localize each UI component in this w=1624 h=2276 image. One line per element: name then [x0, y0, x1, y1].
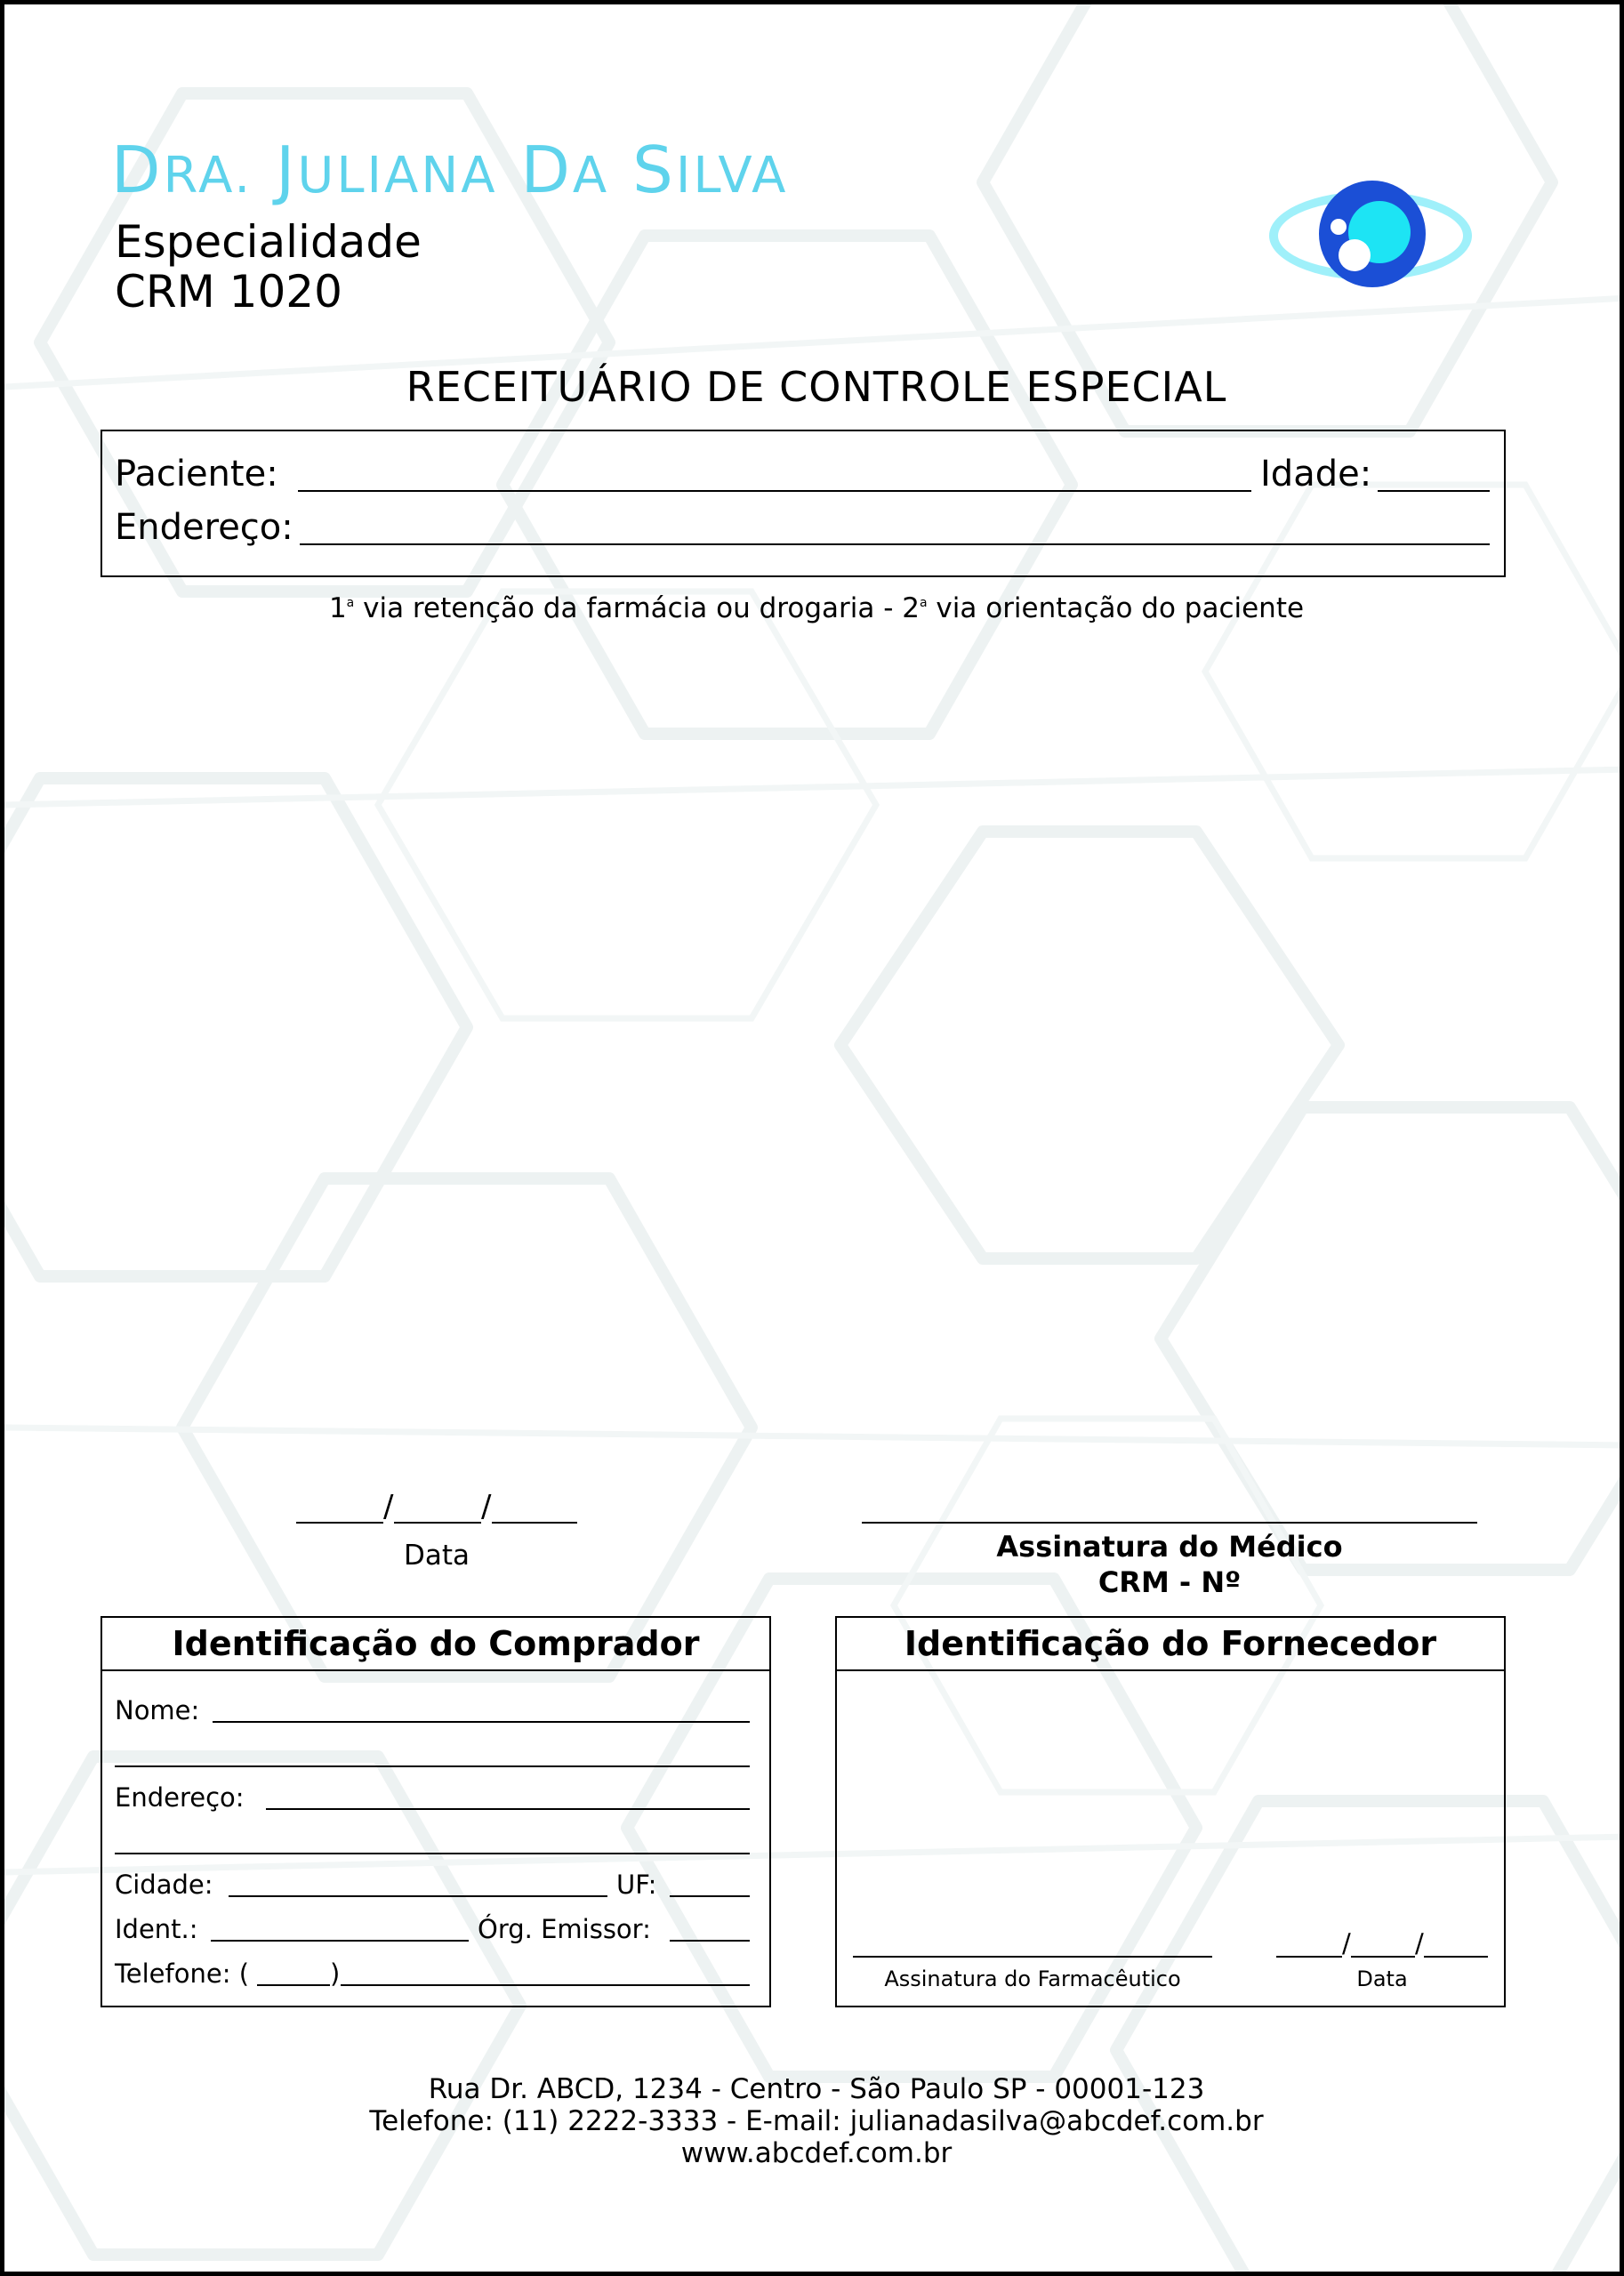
crm-number: CRM 1020 [115, 266, 342, 318]
supplier-panel-title: Identificação do Fornecedor [837, 1618, 1504, 1671]
buyer-phone-label: Telefone: ( [115, 1958, 250, 1989]
buyer-name-line[interactable] [213, 1721, 750, 1723]
doctor-name [111, 133, 789, 207]
buyer-address-line-2[interactable] [115, 1853, 750, 1854]
footer-contact: Telefone: (11) 2222-3333 - E-mail: julianadasilva@abcdef.com.br [369, 2105, 1264, 2137]
patient-name-line[interactable] [298, 490, 1251, 492]
doctor-crm-caption: CRM - Nº [1097, 1565, 1242, 1599]
via-note [4, 592, 1624, 624]
pharmacist-signature-line[interactable] [853, 1956, 1212, 1958]
supplier-date-caption: Data [1356, 1966, 1408, 1991]
date-month-line[interactable] [394, 1522, 481, 1524]
buyer-uf-line[interactable] [670, 1895, 750, 1897]
buyer-panel-title: Identificação do Comprador [102, 1618, 769, 1671]
buyer-phone-area-line[interactable] [257, 1984, 330, 1986]
supplier-date-month-line[interactable] [1351, 1956, 1415, 1958]
pharmacist-signature-caption: Assinatura do Farmacêutico [884, 1966, 1181, 1991]
date-caption: Data [403, 1540, 470, 1572]
date-slash: / [383, 1489, 394, 1524]
footer-website[interactable]: www.abcdef.com.br [680, 2137, 953, 2169]
date-line[interactable] [296, 1481, 577, 1525]
eye-icon [1266, 173, 1475, 298]
buyer-id-label: Ident.: [115, 1914, 198, 1944]
patient-box [100, 430, 1506, 577]
address-label: Endereço: [115, 507, 293, 548]
buyer-phone-line[interactable] [341, 1984, 750, 1986]
date-slash: / [1342, 1928, 1351, 1958]
patient-label: Paciente: [115, 454, 278, 495]
age-label: Idade: [1260, 454, 1372, 495]
buyer-phone-close: ) [330, 1958, 341, 1989]
supplier-date-line[interactable] [1276, 1924, 1488, 1959]
buyer-id-line[interactable] [211, 1940, 469, 1942]
via-note-middle: via retenção da farmácia ou drogaria - 2 [354, 592, 920, 624]
date-year-line[interactable] [492, 1522, 577, 1524]
buyer-name-label: Nome: [115, 1695, 200, 1725]
doctor-signature-caption: Assinatura do Médico [996, 1530, 1343, 1564]
supplier-date-year-line[interactable] [1424, 1956, 1488, 1958]
via-note-first: 1 [328, 592, 347, 624]
footer-address: Rua Dr. ABCD, 1234 - Centro - São Paulo SP - 00001-123 [428, 2073, 1205, 2105]
buyer-address-label: Endereço: [115, 1782, 245, 1813]
date-slash: / [481, 1489, 492, 1524]
buyer-city-label: Cidade: [115, 1870, 213, 1900]
supplier-panel [835, 1616, 1506, 2007]
via-note-sup-second: a [919, 596, 928, 610]
buyer-issuer-line[interactable] [670, 1940, 750, 1942]
buyer-issuer-label: Órg. Emissor: [478, 1914, 651, 1944]
address-line[interactable] [300, 543, 1490, 545]
buyer-address-line[interactable] [266, 1808, 750, 1810]
supplier-date-day-line[interactable] [1276, 1956, 1342, 1958]
buyer-uf-label: UF: [616, 1870, 657, 1900]
doctor-name-text: DRA. JULIANA DA SILVA [111, 133, 789, 207]
age-line[interactable] [1378, 490, 1490, 492]
date-day-line[interactable] [296, 1522, 383, 1524]
date-slash: / [1415, 1928, 1424, 1958]
buyer-city-line[interactable] [229, 1895, 607, 1897]
doctor-signature-line[interactable] [862, 1522, 1477, 1524]
form-title: RECEITUÁRIO DE CONTROLE ESPECIAL [406, 363, 1227, 411]
via-note-last: via orientação do paciente [927, 592, 1305, 624]
specialty: Especialidade [115, 216, 422, 268]
buyer-panel [100, 1616, 771, 2007]
buyer-name-line-2[interactable] [115, 1765, 750, 1767]
via-note-sup-first: a [346, 596, 355, 610]
